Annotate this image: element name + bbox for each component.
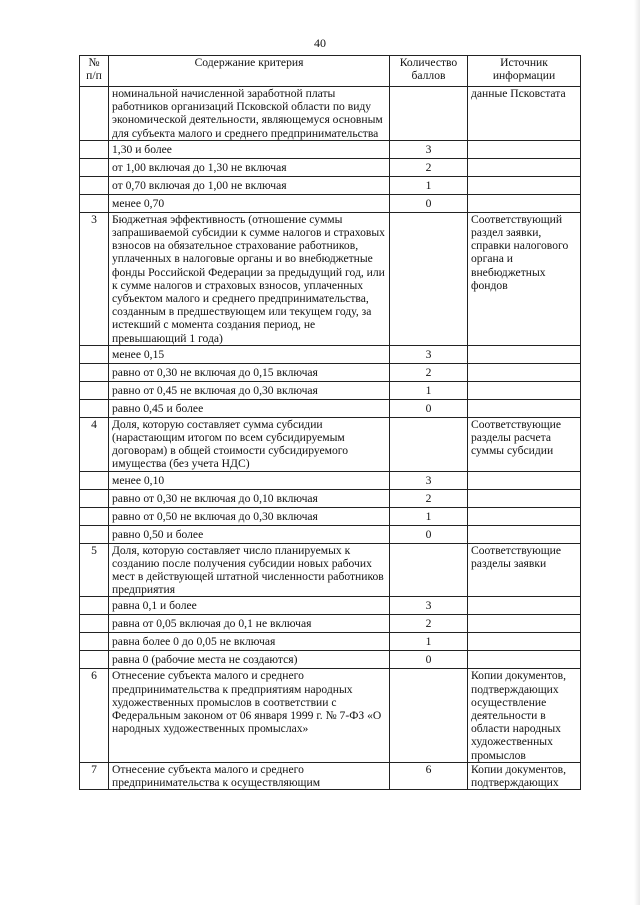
criterion-text: Бюджетная эффективность (отношение суммы запрашиваемой субсидии к сумме налогов и страховых взносов на обязательное страхование работников, уплаченных в налоговые органы и во внебюджетные фонды Российской Федерации за предыдущий год, или к сумме налогов и страховых взносов, уплаченных субъектом малого и среднего предпринимательства, созданным в предшествующем или текущем году, за истекший с момента создания период, не превышающий 1 года) xyxy=(109,212,390,345)
points-value xyxy=(390,543,468,597)
header-num: № п/п xyxy=(80,56,109,87)
source-text: Копии документов, подтверждающих xyxy=(468,762,581,789)
table-row xyxy=(80,525,581,543)
criterion-text: равно 0,50 и более xyxy=(109,525,390,543)
table-row xyxy=(80,543,581,597)
criterion-text: 1,30 и более xyxy=(109,140,390,158)
points-value: 0 xyxy=(390,525,468,543)
criterion-text: Доля, которую составляет сумма субсидии (нарастающим итогом по всем субсидируемым договорам) в общей стоимости субсидируемого имущества (без учета НДС) xyxy=(109,417,390,471)
source-text xyxy=(468,158,581,176)
source-text xyxy=(468,597,581,615)
criterion-text: от 1,00 включая до 1,30 не включая xyxy=(109,158,390,176)
table-row xyxy=(80,345,581,363)
points-value: 2 xyxy=(390,363,468,381)
scan-edge xyxy=(634,0,640,905)
row-number xyxy=(80,176,109,194)
points-value: 1 xyxy=(390,633,468,651)
source-text xyxy=(468,507,581,525)
points-value: 1 xyxy=(390,176,468,194)
source-text xyxy=(468,633,581,651)
points-value: 3 xyxy=(390,345,468,363)
points-value xyxy=(390,417,468,471)
row-number xyxy=(80,194,109,212)
source-text xyxy=(468,615,581,633)
criterion-text: от 0,70 включая до 1,00 не включая xyxy=(109,176,390,194)
table-row xyxy=(80,399,581,417)
source-text: данные Псковстата xyxy=(468,87,581,141)
criterion-text: равна от 0,05 включая до 0,1 не включая xyxy=(109,615,390,633)
points-value: 3 xyxy=(390,140,468,158)
table-row xyxy=(80,507,581,525)
source-text: Соответствующие разделы расчета суммы субсидии xyxy=(468,417,581,471)
source-text xyxy=(468,399,581,417)
header-points: Количество баллов xyxy=(390,56,468,87)
row-number xyxy=(80,471,109,489)
row-number xyxy=(80,87,109,141)
points-value xyxy=(390,212,468,345)
points-value: 2 xyxy=(390,615,468,633)
source-text xyxy=(468,345,581,363)
criterion-text: равно от 0,30 не включая до 0,10 включая xyxy=(109,489,390,507)
row-number xyxy=(80,489,109,507)
points-value: 0 xyxy=(390,399,468,417)
source-text xyxy=(468,194,581,212)
points-value: 3 xyxy=(390,471,468,489)
criterion-text: равно от 0,50 не включая до 0,30 включая xyxy=(109,507,390,525)
row-number: 5 xyxy=(80,543,109,597)
points-value: 1 xyxy=(390,381,468,399)
points-value: 2 xyxy=(390,489,468,507)
row-number xyxy=(80,597,109,615)
criterion-text: номинальной начисленной заработной платы работников организаций Псковской области по виду экономической деятельности, являющемуся основным для субъекта малого и среднего предпринимательства xyxy=(109,87,390,141)
criterion-text: менее 0,15 xyxy=(109,345,390,363)
criterion-text: равно от 0,30 не включая до 0,15 включая xyxy=(109,363,390,381)
table-row xyxy=(80,471,581,489)
points-value: 1 xyxy=(390,507,468,525)
criterion-text: Доля, которую составляет число планируемых к созданию после получения субсидии новых рабочих мест в действующей штатной численности работников предприятия xyxy=(109,543,390,597)
table-row xyxy=(80,669,581,762)
row-number xyxy=(80,345,109,363)
row-number xyxy=(80,507,109,525)
criterion-text: равна более 0 до 0,05 не включая xyxy=(109,633,390,651)
source-text: Соответствующие разделы заявки xyxy=(468,543,581,597)
table-row xyxy=(80,176,581,194)
table-row xyxy=(80,363,581,381)
source-text: Копии документов, подтверждающих осуществление деятельности в области народных художественных промыслов xyxy=(468,669,581,762)
points-value xyxy=(390,87,468,141)
row-number: 3 xyxy=(80,212,109,345)
criterion-text: Отнесение субъекта малого и среднего предпринимательства к предприятиям народных художественных промыслов в соответствии с Федеральным законом от 06 января 1999 г. № 7-ФЗ «О народных художественных промыслах» xyxy=(109,669,390,762)
row-number xyxy=(80,399,109,417)
criterion-text: Отнесение субъекта малого и среднего предпринимательства к осуществляющим xyxy=(109,762,390,789)
criterion-text: равно 0,45 и более xyxy=(109,399,390,417)
points-value: 0 xyxy=(390,651,468,669)
source-text: Соответствующий раздел заявки, справки налогового органа и внебюджетных фондов xyxy=(468,212,581,345)
row-number xyxy=(80,633,109,651)
criterion-text: менее 0,10 xyxy=(109,471,390,489)
source-text xyxy=(468,489,581,507)
table-row xyxy=(80,158,581,176)
row-number xyxy=(80,363,109,381)
table-row xyxy=(80,762,581,789)
criteria-table xyxy=(79,55,581,790)
table-header-row xyxy=(80,56,581,87)
criterion-text: равна 0 (рабочие места не создаются) xyxy=(109,651,390,669)
row-number: 4 xyxy=(80,417,109,471)
source-text xyxy=(468,525,581,543)
row-number xyxy=(80,158,109,176)
source-text xyxy=(468,140,581,158)
row-number xyxy=(80,525,109,543)
header-source: Источник информации xyxy=(468,56,581,87)
table-row xyxy=(80,140,581,158)
row-number: 6 xyxy=(80,669,109,762)
criterion-text: менее 0,70 xyxy=(109,194,390,212)
row-number xyxy=(80,651,109,669)
table-row xyxy=(80,381,581,399)
points-value: 6 xyxy=(390,762,468,789)
points-value: 2 xyxy=(390,158,468,176)
page-number: 40 xyxy=(314,36,326,50)
header-criterion: Содержание критерия xyxy=(109,56,390,87)
points-value: 3 xyxy=(390,597,468,615)
table-row xyxy=(80,194,581,212)
points-value xyxy=(390,669,468,762)
points-value: 0 xyxy=(390,194,468,212)
table-row xyxy=(80,651,581,669)
criterion-text: равно от 0,45 не включая до 0,30 включая xyxy=(109,381,390,399)
table-row xyxy=(80,615,581,633)
table-row xyxy=(80,489,581,507)
row-number: 7 xyxy=(80,762,109,789)
source-text xyxy=(468,471,581,489)
source-text xyxy=(468,363,581,381)
source-text xyxy=(468,651,581,669)
table-row xyxy=(80,633,581,651)
table-row xyxy=(80,87,581,141)
row-number xyxy=(80,615,109,633)
source-text xyxy=(468,176,581,194)
source-text xyxy=(468,381,581,399)
row-number xyxy=(80,381,109,399)
table-row xyxy=(80,417,581,471)
table-row xyxy=(80,597,581,615)
row-number xyxy=(80,140,109,158)
criterion-text: равна 0,1 и более xyxy=(109,597,390,615)
table-row xyxy=(80,212,581,345)
